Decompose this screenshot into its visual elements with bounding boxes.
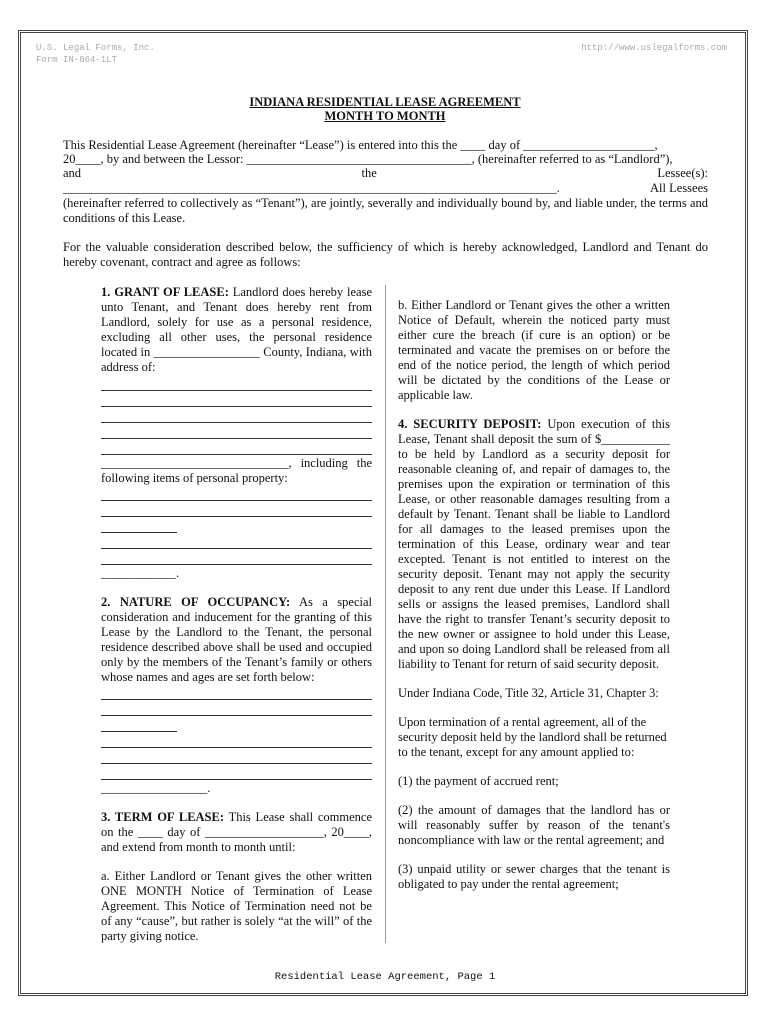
address-line [101,376,372,391]
indiana-code-reference: Under Indiana Code, Title 32, Article 31, Chapter 3: [398,686,659,700]
property-line [101,502,372,517]
property-line [101,550,372,565]
address-line [101,424,372,439]
section-3-heading: 3. TERM OF LEASE: [101,810,225,824]
intro-line-3 [63,166,708,181]
section-security-deposit [398,417,670,672]
personal-property-intro: ______________________________, including the following items of personal property: [101,456,372,485]
document-subtitle: MONTH TO MONTH [324,109,446,123]
section-2-heading: 2. NATURE OF OCCUPANCY: [101,595,291,609]
document-title: INDIANA RESIDENTIAL LEASE AGREEMENT [249,95,521,109]
section-1-heading: 1. GRANT OF LEASE: [101,285,229,299]
section-3-text: This Lease shall commence on the ____ day of ___________________, 20____, and extend from month to month until: [101,810,372,854]
occupant-blank-end: _________________. [101,781,211,795]
termination-option-b: b. Either Landlord or Tenant gives the other a written Notice of Default, wherein the noticed party must either cure the breach (if cure is an option) or be terminated and vacate the premises on or before the end of the notice period, the length of which period will be dictated by the conditions of the Lease or applicable law. [398,298,670,402]
termination-option-a: a. Either Landlord or Tenant gives the other written ONE MONTH Notice of Termination of Lease Agreement. This Notice of Termination need not be of any “cause”, but rather is solely “at the will” of the party giving notice. [101,869,372,943]
intro-line-1: This Residential Lease Agreement (hereinafter “Lease”) is entered into this the ____ day of _____________________, [63,138,658,152]
intro-lessees-label: Lessee(s): [657,166,708,180]
property-line-short [101,518,177,533]
section-4-text: Upon execution of this Lease, Tenant shall deposit the sum of $___________ to be held by Landlord as a security deposit for reasonable cleaning of, and repair of damages to, the premises upon the expiration or termination of this Lease, or other reasonable damages resulting from a default by Tenant. Tenant shall be liable to Landlord for all damages to the leased premises upon the termination of this Lease, ordinary wear and tear excepted. Tenant is not entitled to interest on the security deposit. Tenant may not apply the security deposit to any rent due under this Lease. If Landlord sells or assigns the leased premises, Landlord shall have the right to transfer Tenant’s security deposit to the new owner or assignee to hold under this Lease, and upon so doing Landlord shall be released from all liability to Tenant for return of said security deposit. [398,417,670,671]
intro-all-lessees: All Lessees [650,181,708,195]
deposit-return-rule: Upon termination of a rental agreement, all of the security deposit held by the landlord shall be returned to the tenant, except for any amount applied to: [398,715,667,759]
intro-line-2: 20____, by and between the Lessor: ____________________________________, (hereinafter referred to as “Landlord”), [63,152,673,166]
page-footer: Residential Lease Agreement, Page 1 [274,971,496,983]
property-line [101,534,372,549]
section-term-of-lease [101,810,372,855]
address-line [101,408,372,423]
lessee-name-blank: _______________________________________________________________________________. [63,181,560,195]
property-blank-end: ____________. [101,566,180,580]
form-number: Form IN-864-1LT [36,55,118,65]
section-2-text: As a special consideration and inducement for the granting of this Lease by the Landlord to the Tenant, the personal residence described above shall be used and occupied only by the members of the Tenant’s family or others whose names and ages are set forth below: [101,595,373,684]
publisher-url[interactable]: http://www.uslegalforms.com [581,43,727,53]
occupant-line [101,685,372,700]
deposit-deduction-1: (1) the payment of accrued rent; [398,774,559,788]
form-source-header [36,42,155,66]
section-nature-of-occupancy [101,595,372,685]
intro-tenant-definition: (hereinafter referred to collectively as “Tenant”), are jointly, severally and individually bound by, and liable under, the terms and conditions of this Lease. [63,196,708,225]
occupant-line [101,701,372,716]
consideration-paragraph: For the valuable consideration described below, the sufficiency of which is hereby acknowledged, Landlord and Tenant do hereby covenant, contract and agree as follows: [63,240,708,269]
occupant-line [101,733,372,748]
intro-the: the [361,166,377,180]
column-divider [385,285,386,943]
address-line [101,392,372,407]
property-blanks [101,486,372,565]
occupant-line [101,749,372,764]
address-blanks [101,376,372,455]
intro-line-4 [63,181,708,196]
occupant-blanks [101,685,372,780]
intro-and: and [63,166,82,180]
section-4-heading: 4. SECURITY DEPOSIT: [398,417,542,431]
deposit-deduction-3: (3) unpaid utility or sewer charges that the tenant is obligated to pay under the rental agreement; [398,862,670,891]
publisher-name: U.S. Legal Forms, Inc. [36,43,155,53]
address-line [101,440,372,455]
deposit-deduction-2: (2) the amount of damages that the landlord has or will reasonably suffer by reason of the tenant's noncompliance with law or the rental agreement; and [398,803,670,847]
occupant-line [101,765,372,780]
occupant-line-short [101,717,177,732]
section-grant-of-lease [101,285,372,375]
right-column [398,298,670,892]
left-column [101,285,372,944]
property-line [101,486,372,501]
section-1-text: Landlord does hereby lease unto Tenant, and Tenant does hereby rent from Landlord, solely for use as a personal residence, excluding all other uses, the personal residence located in _________________ County, Indiana, with address of: [101,285,373,374]
